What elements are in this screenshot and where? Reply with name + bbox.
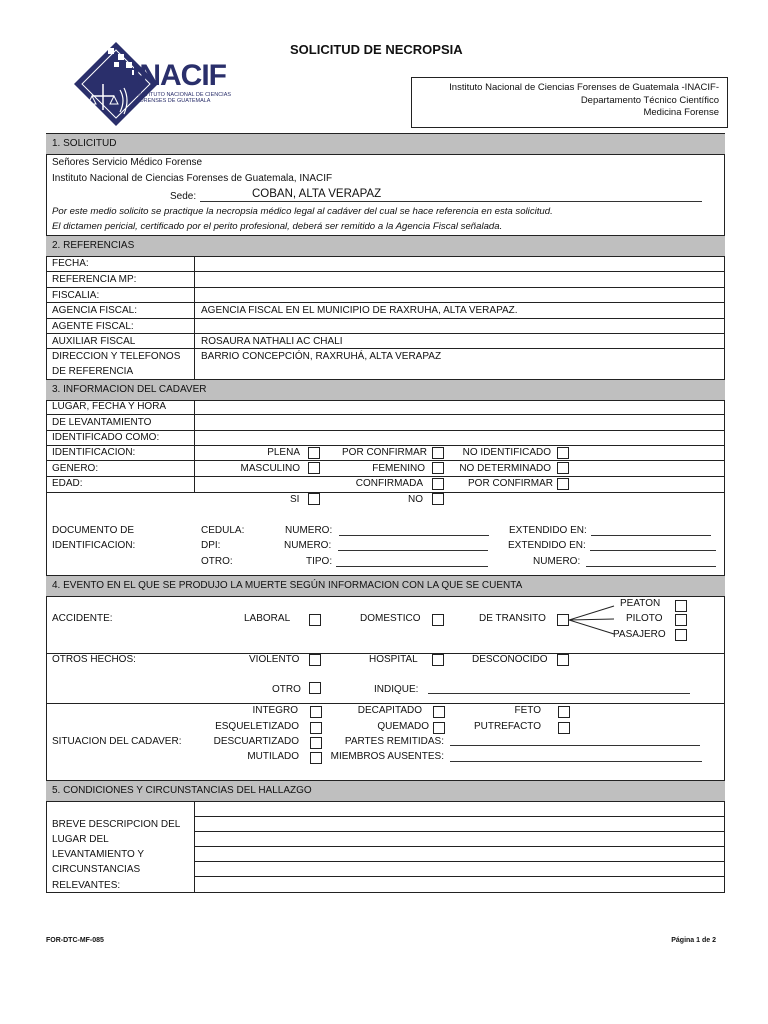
- miembros-ausentes-line[interactable]: [450, 761, 702, 762]
- cedula-numero-line[interactable]: [339, 535, 489, 536]
- referencia-mp-field[interactable]: [196, 273, 724, 286]
- peaton-checkbox[interactable]: [675, 600, 687, 612]
- documento-label-1: DOCUMENTO DE: [52, 525, 135, 536]
- putrefacto-checkbox[interactable]: [558, 722, 570, 734]
- auxiliar-fiscal-label: AUXILIAR FISCAL: [52, 336, 136, 347]
- dpi-numero-label: NUMERO:: [284, 540, 332, 551]
- cedula-extendido-label: EXTENDIDO EN:: [509, 525, 587, 536]
- transito-bracket-lines: [569, 600, 619, 640]
- no-determinado-label: NO DETERMINADO: [459, 463, 551, 474]
- miembros-ausentes-label: MIEMBROS AUSENTES:: [330, 751, 444, 762]
- integro-checkbox[interactable]: [310, 706, 322, 718]
- section-4-title: 4. EVENTO EN EL QUE SE PRODUJO LA MUERTE SEGÚN INFORMACION CON LA QUE SE CUENTA: [52, 580, 523, 591]
- partes-remitidas-label: PARTES REMITIDAS:: [344, 736, 444, 747]
- agencia-fiscal-value[interactable]: AGENCIA FISCAL EN EL MUNICIPIO DE RAXRUHA, ALTA VERAPAZ.: [201, 305, 518, 316]
- accidente-label: ACCIDENTE:: [52, 613, 113, 624]
- hallazgo-label-4: CIRCUNSTANCIAS: [52, 864, 141, 875]
- transito-checkbox[interactable]: [557, 614, 569, 626]
- mutilado-checkbox[interactable]: [310, 752, 322, 764]
- indique-line[interactable]: [428, 693, 690, 694]
- confirmada-checkbox[interactable]: [432, 478, 444, 490]
- hallazgo-label-1: BREVE DESCRIPCION DEL: [52, 819, 181, 830]
- direccion-value[interactable]: BARRIO CONCEPCIÓN, RAXRUHÁ, ALTA VERAPAZ: [201, 351, 442, 362]
- fiscalia-field[interactable]: [196, 289, 724, 301]
- piloto-label: PILOTO: [626, 613, 663, 624]
- tipo-label: TIPO:: [306, 556, 333, 567]
- agencia-fiscal-label: AGENCIA FISCAL:: [52, 305, 138, 316]
- desconocido-checkbox[interactable]: [557, 654, 569, 666]
- no-identificado-label: NO IDENTIFICADO: [462, 447, 551, 458]
- identificacion-label: IDENTIFICACION:: [52, 447, 136, 458]
- section-5-header: [46, 780, 725, 802]
- page-number: Página 1 de 2: [671, 937, 716, 944]
- sede-label: Sede:: [170, 191, 197, 202]
- section-2-header: [46, 235, 725, 257]
- violento-label: VIOLENTO: [249, 654, 300, 665]
- quemado-label: QUEMADO: [377, 721, 429, 732]
- otro-hecho-label: OTRO: [272, 684, 301, 695]
- documento-label-2: IDENTIFICACION:: [52, 540, 136, 551]
- femenino-label: FEMENINO: [372, 463, 425, 474]
- otro-numero-line[interactable]: [586, 566, 716, 567]
- decapitado-label: DECAPITADO: [357, 705, 422, 716]
- agente-fiscal-field[interactable]: [196, 320, 724, 332]
- section-5-title: 5. CONDICIONES Y CIRCUNSTANCIAS DEL HALLAZGO: [52, 785, 312, 796]
- plena-label: PLENA: [267, 447, 300, 458]
- request-text-1: Por este medio solicito se practique la necropsia médico legal al cadáver del cual se hace referencia en esta solicitud.: [52, 206, 553, 217]
- dpi-extendido-line[interactable]: [590, 550, 716, 551]
- domestico-checkbox[interactable]: [432, 614, 444, 626]
- putrefacto-label: PUTREFACTO: [473, 721, 541, 732]
- institution-line-1: Instituto Nacional de Ciencias Forenses de Guatemala -INACIF-: [449, 82, 719, 93]
- section-1-title: 1. SOLICITUD: [52, 138, 117, 149]
- section-2-title: 2. REFERENCIAS: [52, 240, 135, 251]
- transito-label: DE TRANSITO: [479, 613, 546, 624]
- lugar-label-1: LUGAR, FECHA Y HORA: [52, 401, 167, 412]
- institution-line-2: Departamento Técnico Científico: [580, 95, 719, 106]
- direccion-label-2: DE REFERENCIA: [52, 366, 134, 377]
- cedula-extendido-line[interactable]: [591, 535, 711, 536]
- otro-hecho-checkbox[interactable]: [309, 682, 321, 694]
- domestico-label: DOMESTICO: [360, 613, 421, 624]
- si-label: SI: [290, 494, 300, 505]
- edad-por-confirmar-label: POR CONFIRMAR: [468, 478, 553, 489]
- edad-por-confirmar-checkbox[interactable]: [557, 478, 569, 490]
- otros-hechos-label: OTROS HECHOS:: [52, 654, 136, 665]
- logo-subtitle-2: FORENSES DE GUATEMALA: [136, 98, 211, 104]
- esqueletizado-label: ESQUELETIZADO: [215, 721, 299, 732]
- sede-value[interactable]: COBAN, ALTA VERAPAZ: [252, 188, 382, 200]
- inacif-logo: [70, 40, 230, 126]
- indique-label: INDIQUE:: [374, 684, 419, 695]
- laboral-label: LABORAL: [244, 613, 291, 624]
- logo-text: INACIF: [132, 59, 226, 92]
- por-confirmar-label: POR CONFIRMAR: [342, 447, 427, 458]
- descuartizado-checkbox[interactable]: [310, 737, 322, 749]
- lugar-label-2: DE LEVANTAMIENTO: [52, 417, 152, 428]
- masculino-checkbox[interactable]: [308, 462, 320, 474]
- hallazgo-label-5: RELEVANTES:: [52, 880, 121, 891]
- violento-checkbox[interactable]: [309, 654, 321, 666]
- identificado-label: IDENTIFICADO COMO:: [52, 432, 160, 443]
- edad-label: EDAD:: [52, 478, 83, 489]
- logo-subtitle-1: INSTITUTO NACIONAL DE CIENCIAS: [136, 92, 232, 98]
- femenino-checkbox[interactable]: [432, 462, 444, 474]
- dpi-label: DPI:: [201, 540, 221, 551]
- section-3-title: 3. INFORMACION DEL CADAVER: [52, 384, 207, 395]
- quemado-checkbox[interactable]: [433, 722, 445, 734]
- masculino-label: MASCULINO: [240, 463, 300, 474]
- hospital-checkbox[interactable]: [432, 654, 444, 666]
- partes-remitidas-line[interactable]: [450, 745, 700, 746]
- peaton-label: PEATON: [620, 598, 661, 609]
- hallazgo-label-3: LEVANTAMIENTO Y: [52, 849, 145, 860]
- feto-label: FETO: [514, 705, 541, 716]
- esqueletizado-checkbox[interactable]: [310, 722, 322, 734]
- hospital-label: HOSPITAL: [369, 654, 418, 665]
- dpi-numero-line[interactable]: [338, 550, 488, 551]
- situacion-label: SITUACION DEL CADAVER:: [52, 736, 182, 747]
- piloto-checkbox[interactable]: [675, 614, 687, 626]
- otro-numero-label: NUMERO:: [533, 556, 581, 567]
- no-label: NO: [408, 494, 423, 505]
- dpi-extendido-label: EXTENDIDO EN:: [508, 540, 586, 551]
- no-determinado-checkbox[interactable]: [557, 462, 569, 474]
- institution-line-3: Medicina Forense: [643, 107, 719, 118]
- hallazgo-field[interactable]: [196, 802, 724, 891]
- sede-underline: [200, 201, 702, 202]
- fecha-label: FECHA:: [52, 258, 89, 269]
- no-checkbox[interactable]: [432, 493, 444, 505]
- integro-label: INTEGRO: [252, 705, 298, 716]
- tipo-line[interactable]: [336, 566, 488, 567]
- fecha-field[interactable]: [196, 257, 724, 270]
- mutilado-label: MUTILADO: [247, 751, 299, 762]
- plena-checkbox[interactable]: [308, 447, 320, 459]
- descuartizado-label: DESCUARTIZADO: [213, 736, 299, 747]
- addressee-line-1: Señores Servicio Médico Forense: [52, 157, 203, 168]
- lugar-field[interactable]: [196, 401, 724, 429]
- por-confirmar-checkbox[interactable]: [432, 447, 444, 459]
- identificado-field[interactable]: [196, 431, 724, 444]
- laboral-checkbox[interactable]: [309, 614, 321, 626]
- genero-label: GENERO:: [52, 463, 99, 474]
- confirmada-label: CONFIRMADA: [355, 478, 423, 489]
- auxiliar-fiscal-value[interactable]: ROSAURA NATHALI AC CHALI: [201, 336, 343, 347]
- pasajero-checkbox[interactable]: [675, 629, 687, 641]
- section-4-header: [46, 575, 725, 597]
- otro-doc-label: OTRO:: [201, 556, 233, 567]
- cedula-label: CEDULA:: [201, 525, 245, 536]
- fiscalia-label: FISCALIA:: [52, 290, 100, 301]
- cedula-numero-label: NUMERO:: [285, 525, 333, 536]
- referencia-mp-label: REFERENCIA MP:: [52, 274, 137, 285]
- hallazgo-label-2: LUGAR DEL: [52, 834, 109, 845]
- feto-checkbox[interactable]: [558, 706, 570, 718]
- direccion-label-1: DIRECCION Y TELEFONOS: [52, 351, 181, 362]
- desconocido-label: DESCONOCIDO: [472, 654, 548, 665]
- hallazgo-column-divider: [194, 801, 195, 893]
- pasajero-label: PASAJERO: [613, 629, 666, 640]
- decapitado-checkbox[interactable]: [433, 706, 445, 718]
- no-identificado-checkbox[interactable]: [557, 447, 569, 459]
- request-text-2: El dictamen pericial, certificado por el perito profesional, deberá ser remitido a la Agencia Fiscal señalada.: [52, 221, 503, 232]
- page-title: SOLICITUD DE NECROPSIA: [290, 42, 463, 57]
- section-3-header: [46, 379, 725, 401]
- addressee-line-2: Instituto Nacional de Ciencias Forenses de Guatemala, INACIF: [52, 173, 333, 184]
- si-checkbox[interactable]: [308, 493, 320, 505]
- agente-fiscal-label: AGENTE FISCAL:: [52, 321, 134, 332]
- section-1-header: [46, 133, 725, 155]
- form-code: FOR-DTC-MF-085: [46, 937, 104, 944]
